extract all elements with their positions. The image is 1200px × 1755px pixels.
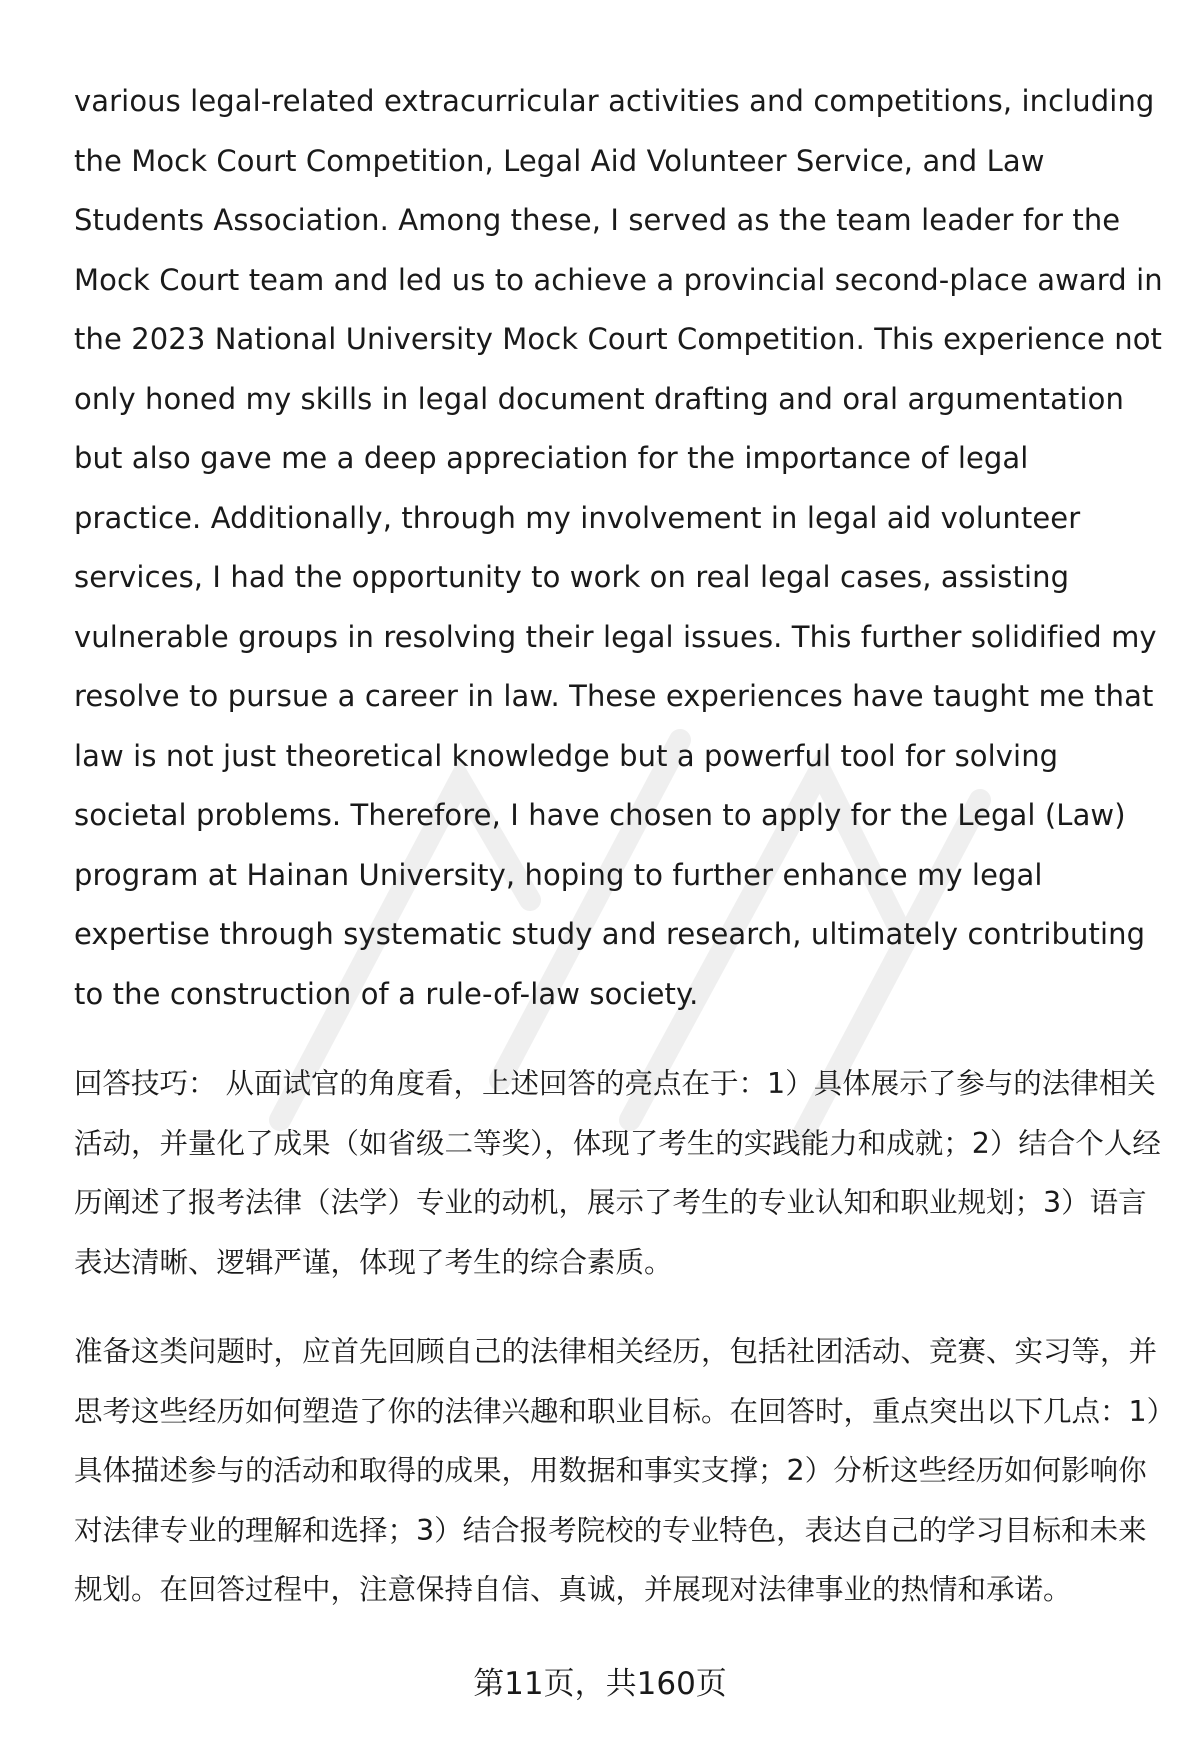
preparation-advice-paragraph: 准备这类问题时，应首先回顾自己的法律相关经历，包括社团活动、竞赛、实习等，并思考这些经历如何塑造了你的法律兴趣和职业目标。在回答时，重点突出以下几点：1）具体描述参与的活动和取得的成果，用数据和事实支撑；2）分析这些经历如何影响你对法律专业的理解和选择；3）结合报考院校的专业特色，表达自己的学习目标和未来规划。在回答过程中，注意保持自信、真诚，并展现对法律事业的热情和承诺。 xyxy=(74,1335,1161,1606)
answer-tips-paragraph: 回答技巧： 从面试官的角度看，上述回答的亮点在于：1）具体展示了参与的法律相关活动，并量化了成果（如省级二等奖），体现了考生的实践能力和成就；2）结合个人经历阐述了报考法律（法学）专业的动机，展示了考生的专业认知和职业规划；3）语言表达清晰、逻辑严谨，体现了考生的综合素质。 xyxy=(74,1067,1161,1279)
page-content xyxy=(74,72,1164,1620)
page-number-footer: 第11页，共160页 xyxy=(473,1666,727,1702)
answer-paragraph: various legal-related extracurricular activities and competitions, including the Mock Court Competition, Legal Aid Volunteer Service, and Law Students Association. Among these, I served as the team leader for the Mock Court team and led us to achieve a provincial second-place award in the 2023 National University Mock Court Competition. This experience not only honed my skills in legal document drafting and oral argumentation but also gave me a deep appreciation for the importance of legal practice. Additionally, through my involvement in legal aid volunteer services, I had the opportunity to work on real legal cases, assisting vulnerable groups in resolving their legal issues. This further solidified my resolve to pursue a career in law. These experiences have taught me that law is not just theoretical knowledge but a powerful tool for solving societal problems. Therefore, I have chosen to apply for the Legal (Law) program at Hainan University, hoping to further enhance my legal expertise through systematic study and research, ultimately contributing to the construction of a rule-of-law society. xyxy=(74,84,1163,1011)
